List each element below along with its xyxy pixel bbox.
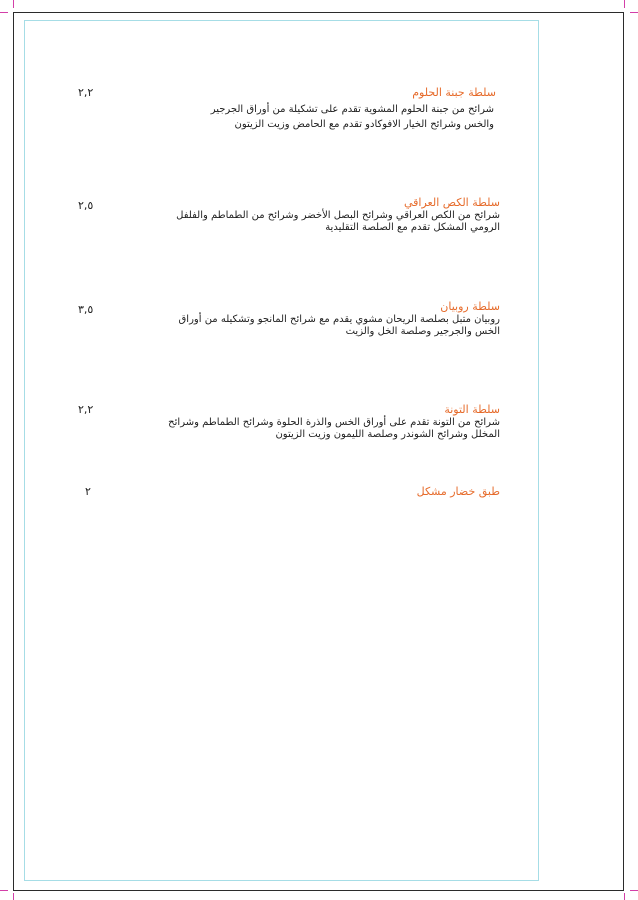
menu-item-title: سلطة التونة: [444, 403, 500, 416]
menu-item-description: [179, 314, 500, 338]
menu-item-title: سلطة جبنة الحلوم: [412, 86, 496, 99]
menu-item: [60, 300, 500, 344]
crop-mark: [13, 0, 14, 8]
menu-item: [60, 86, 496, 134]
crop-mark: [0, 890, 8, 891]
menu-item: [60, 485, 500, 501]
menu-item-price: ٢,٥: [78, 199, 94, 212]
description-line: المخلل وشرائح الشوندر وصلصة الليمون وزيت الزيتون: [275, 429, 500, 440]
description-line: شرائح من الكص العراقي وشرائح البصل الأخضر وشرائح من الطماطم والفلفل: [176, 210, 500, 221]
crop-mark: [0, 12, 8, 13]
menu-item: [60, 196, 500, 240]
menu-item-price: ٣,٥: [78, 303, 94, 316]
crop-mark: [624, 0, 625, 8]
menu-item-description: [176, 210, 500, 234]
description-line: شرائح من جبنة الحلوم المشوية تقدم على تشكيلة من أوراق الجرجير: [210, 104, 494, 115]
description-line: الخس والجرجير وصلصة الخل والزيت: [345, 326, 500, 337]
margin-guide: [24, 20, 539, 881]
menu-item-description: [211, 102, 494, 132]
menu-item-price: ٢,٢: [78, 86, 94, 99]
description-line: والخس وشرائح الخيار الافوكادو تقدم مع الحامض وزيت الزيتون: [234, 119, 494, 130]
menu-item-price: ٢: [85, 485, 91, 498]
crop-mark: [630, 12, 638, 13]
crop-mark: [624, 893, 625, 900]
description-line: الرومي المشكل تقدم مع الصلصة التقليدية: [325, 222, 500, 233]
menu-item: [60, 403, 500, 447]
description-line: شرائح من التونة تقدم على أوراق الخس والذرة الحلوة وشرائح الطماطم وشرائح: [168, 417, 500, 428]
menu-item-title: سلطة روبيان: [440, 300, 500, 313]
menu-item-title: سلطة الكص العراقي: [404, 196, 500, 209]
description-line: روبيان متبل بصلصة الريحان مشوي يقدم مع شرائح المانجو وتشكيله من أوراق: [178, 314, 500, 325]
crop-mark: [630, 890, 638, 891]
crop-mark: [13, 893, 14, 900]
menu-item-description: [168, 417, 500, 441]
menu-item-price: ٢,٢: [78, 403, 94, 416]
menu-item-title: طبق خضار مشكل: [416, 485, 500, 498]
